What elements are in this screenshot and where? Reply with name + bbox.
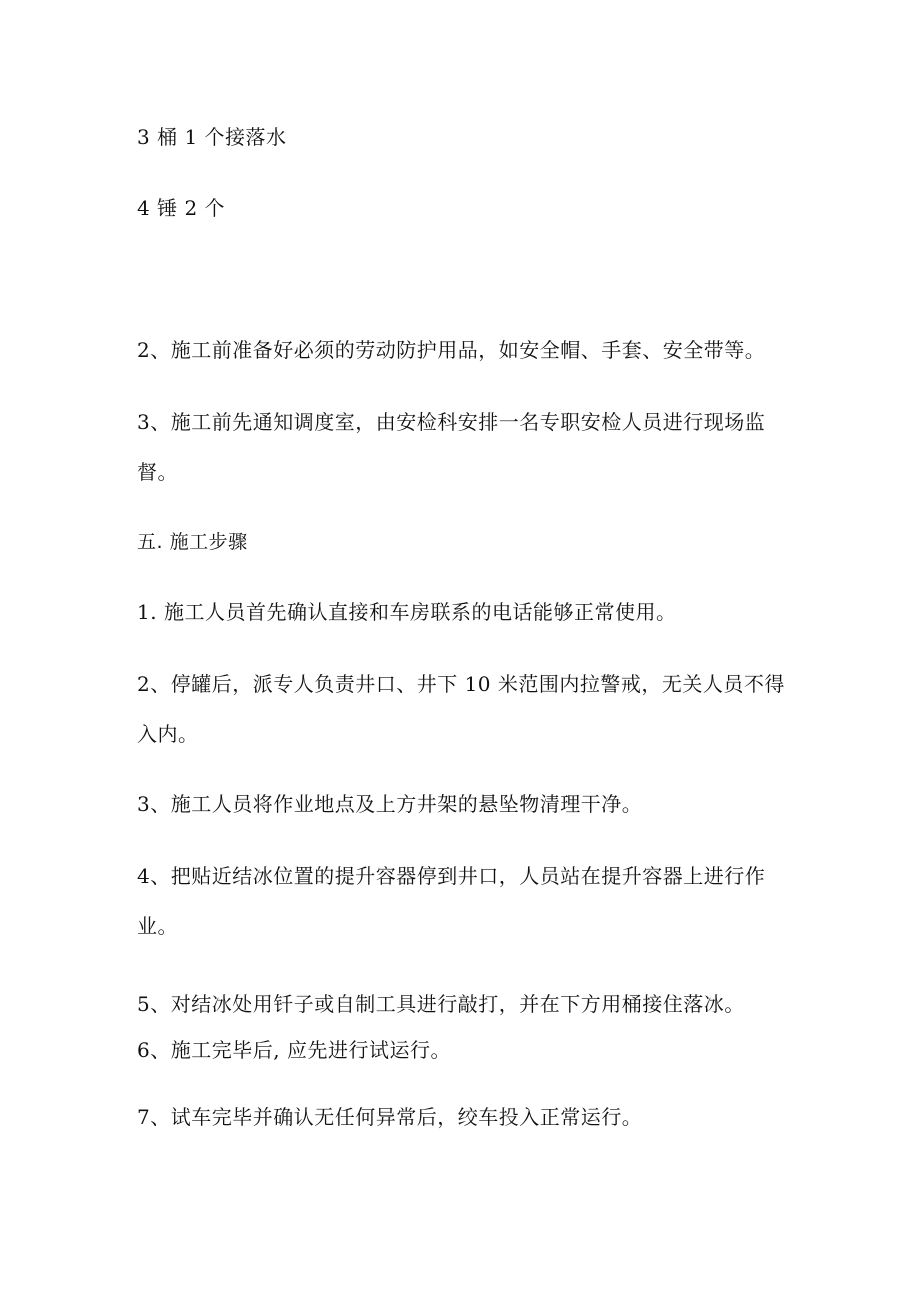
step-2: 2、停罐后，派专人负责井口、井下 10 米范围内拉警戒，无关人员不得入内。	[137, 672, 785, 746]
step-1: 1. 施工人员首先确认直接和车房联系的电话能够正常使用。	[137, 600, 677, 624]
tool-item-hammer: 4 锤 2 个	[137, 196, 226, 220]
step-3: 3、施工人员将作业地点及上方井架的悬坠物清理干净。	[137, 792, 643, 816]
tool-item-bucket: 3 桶 1 个接落水	[137, 125, 287, 149]
step-5: 5、对结冰处用钎子或自制工具进行敲打，并在下方用桶接住落冰。	[137, 992, 745, 1016]
section-heading-steps: 五. 施工步骤	[137, 531, 248, 553]
step-7: 7、试车完毕并确认无任何异常后，绞车投入正常运行。	[137, 1105, 643, 1129]
step-6: 6、施工完毕后, 应先进行试运行。	[137, 1038, 451, 1062]
step-4: 4、把贴近结冰位置的提升容器停到井口，人员站在提升容器上进行作业。	[137, 864, 766, 938]
prep-item-3: 3、施工前先通知调度室，由安检科安排一名专职安检人员进行现场监督。	[137, 410, 766, 484]
prep-item-2: 2、施工前准备好必须的劳动防护用品，如安全帽、手套、安全带等。	[137, 338, 766, 362]
